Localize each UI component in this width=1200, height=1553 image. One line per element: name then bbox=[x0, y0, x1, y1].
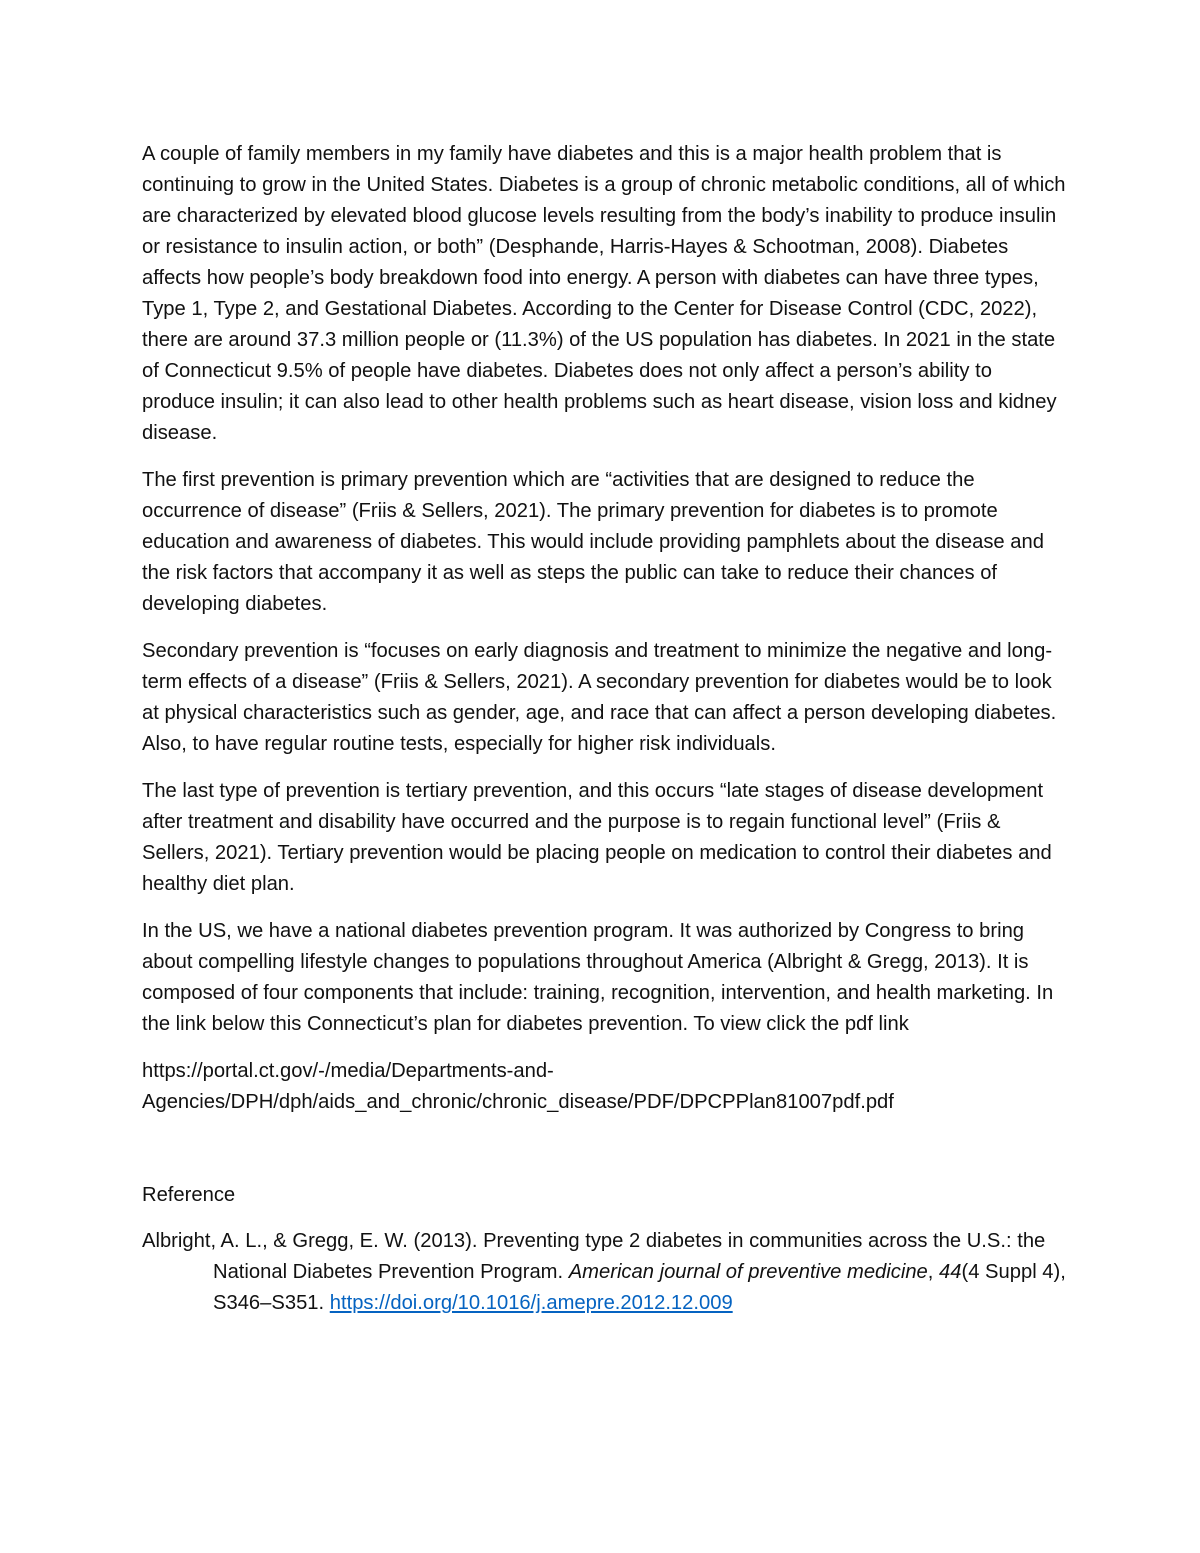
citation-separator: , bbox=[927, 1261, 940, 1283]
citation-journal: American journal of preventive medicine bbox=[568, 1261, 928, 1283]
reference-heading: Reference bbox=[142, 1184, 236, 1206]
citation-volume: 44 bbox=[939, 1261, 962, 1283]
plan-url-line-1: https://portal.ct.gov/-/media/Departments-and- bbox=[142, 1060, 554, 1082]
tertiary-prevention-paragraph: The last type of prevention is tertiary prevention, and this occurs “late stages of disease development after treatment and disability have occurred and the purpose is to regain functional level” (Friis & Sellers, 2021). Tertiary prevention would be placing people on medication to control their diabetes and healthy diet plan. bbox=[142, 780, 1052, 895]
plan-url bbox=[142, 1056, 1067, 1118]
reference-citation bbox=[142, 1226, 1067, 1319]
national-program-paragraph: In the US, we have a national diabetes prevention program. It was authorized by Congress to bring about compelling lifestyle changes to populations throughout America (Albright & Gregg, 2013). It is composed of four components that include: training, recognition, intervention, and health marketing. In the link below this Connecticut’s plan for diabetes prevention. To view click the pdf link bbox=[142, 920, 1054, 1035]
citation-issue-pages: (4 Suppl 4), S346–S351. bbox=[213, 1261, 1066, 1314]
doi-link[interactable]: https://doi.org/10.1016/j.amepre.2012.12.009 bbox=[329, 1292, 733, 1314]
secondary-prevention-paragraph: Secondary prevention is “focuses on early diagnosis and treatment to minimize the negative and long-term effects of a disease” (Friis & Sellers, 2021). A secondary prevention for diabetes would be to look at physical characteristics such as gender, age, and race that can affect a person developing diabetes. Also, to have regular routine tests, especially for higher risk individuals. bbox=[142, 640, 1057, 755]
document-page bbox=[142, 139, 1067, 1319]
primary-prevention-paragraph: The first prevention is primary prevention which are “activities that are designed to reduce the occurrence of disease” (Friis & Sellers, 2021). The primary prevention for diabetes is to promote education and awareness of diabetes. This would include providing pamphlets about the disease and the risk factors that accompany it as well as steps the public can take to reduce their chances of developing diabetes. bbox=[142, 469, 1044, 615]
intro-paragraph: A couple of family members in my family have diabetes and this is a major health problem that is continuing to grow in the United States. Diabetes is a group of chronic metabolic conditions, all of which are characterized by elevated blood glucose levels resulting from the body’s inability to produce insulin or resistance to insulin action, or both” (Desphande, Harris-Hayes & Schootman, 2008). Diabetes affects how people’s body breakdown food into energy. A person with diabetes can have three types, Type 1, Type 2, and Gestational Diabetes. According to the Center for Disease Control (CDC, 2022), there are around 37.3 million people or (11.3%) of the US population has diabetes. In 2021 in the state of Connecticut 9.5% of people have diabetes. Diabetes does not only affect a person’s ability to produce insulin; it can also lead to other health problems such as heart disease, vision loss and kidney disease. bbox=[142, 143, 1066, 444]
plan-url-line-2: Agencies/DPH/dph/aids_and_chronic/chronic_disease/PDF/DPCPPlan81007pdf.pdf bbox=[142, 1091, 894, 1113]
citation-authors-title: Albright, A. L., & Gregg, E. W. (2013). Preventing type 2 diabetes in communities across the U.S.: the National Diabetes Prevention Program. bbox=[142, 1230, 1046, 1283]
